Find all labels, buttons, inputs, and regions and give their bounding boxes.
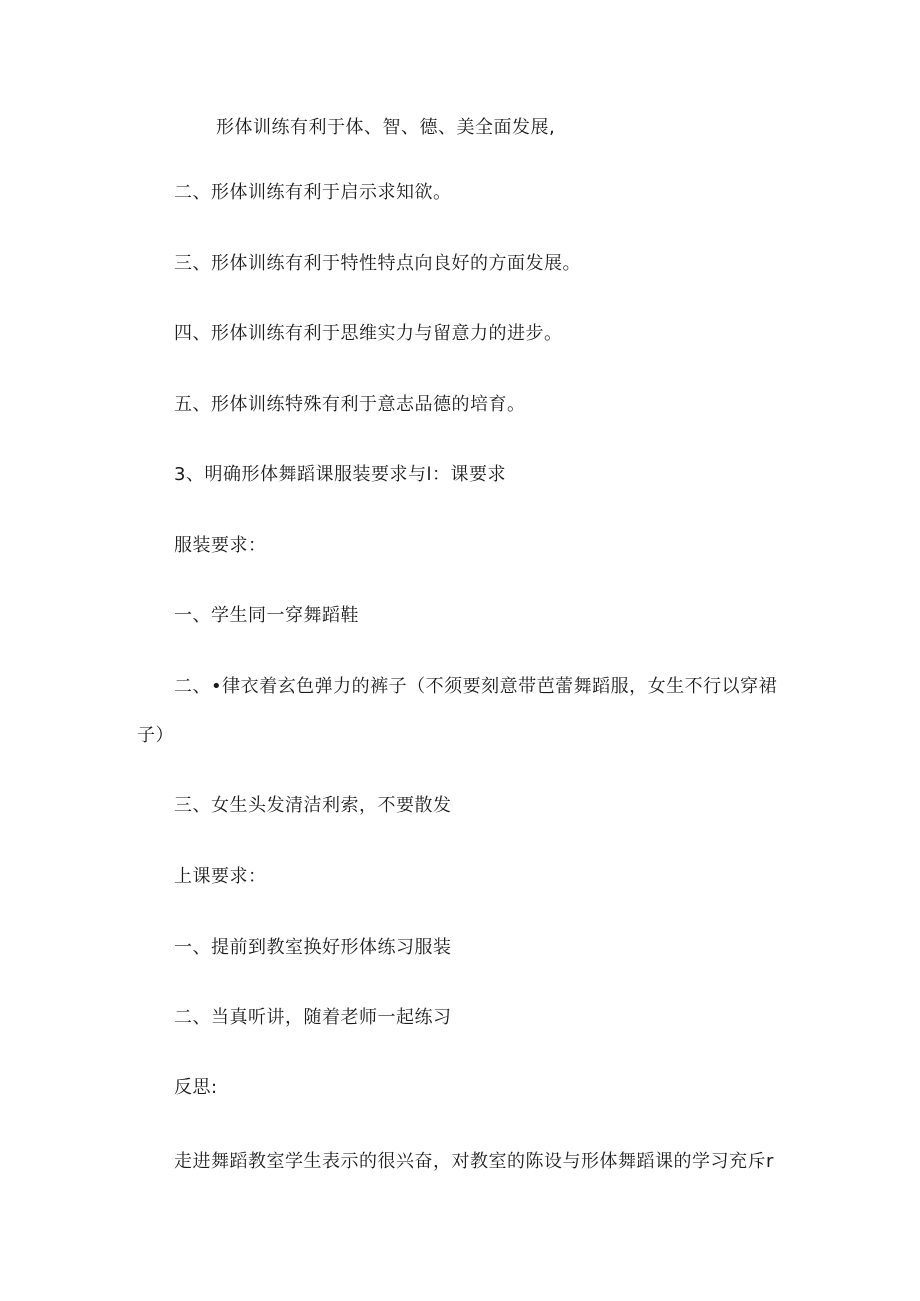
paragraph-line: 二、形体训练有利于启示求知欲。 bbox=[174, 182, 452, 203]
subheading-clothing-requirements: 服装要求： bbox=[174, 535, 267, 556]
subheading-class-requirements: 上课要求： bbox=[174, 866, 267, 887]
paragraph-line: 形体训练有利于体、智、德、美全面发展, bbox=[216, 117, 556, 138]
section-heading: 3、明确形体舞蹈课服装要求与l：课要求 bbox=[174, 464, 506, 485]
paragraph-line: 四、形体训练有利于思维实力与留意力的进步。 bbox=[174, 323, 563, 344]
subheading-reflection: 反思: bbox=[174, 1077, 218, 1098]
paragraph-line: 二、•律衣着玄色弹力的裤子（不须要刻意带芭蕾舞蹈服，女生不行以穿裙 bbox=[174, 676, 778, 697]
paragraph-line: 子） bbox=[137, 725, 174, 746]
paragraph-line: 五、形体训练特殊有利于意志品德的培育。 bbox=[174, 394, 526, 415]
paragraph-line: 一、学生同一穿舞蹈鞋 bbox=[174, 605, 359, 626]
paragraph-line: 走进舞蹈教室学生表示的很兴奋，对教室的陈设与形体舞蹈课的学习充斥r bbox=[174, 1151, 774, 1172]
paragraph-line: 三、女生头发清洁利索，不要散发 bbox=[174, 795, 452, 816]
paragraph-line: 三、形体训练有利于特性特点向良好的方面发展。 bbox=[174, 253, 581, 274]
paragraph-line: 一、提前到教室换好形体练习服装 bbox=[174, 937, 452, 958]
paragraph-line: 二、当真听讲，随着老师一起练习 bbox=[174, 1007, 452, 1028]
